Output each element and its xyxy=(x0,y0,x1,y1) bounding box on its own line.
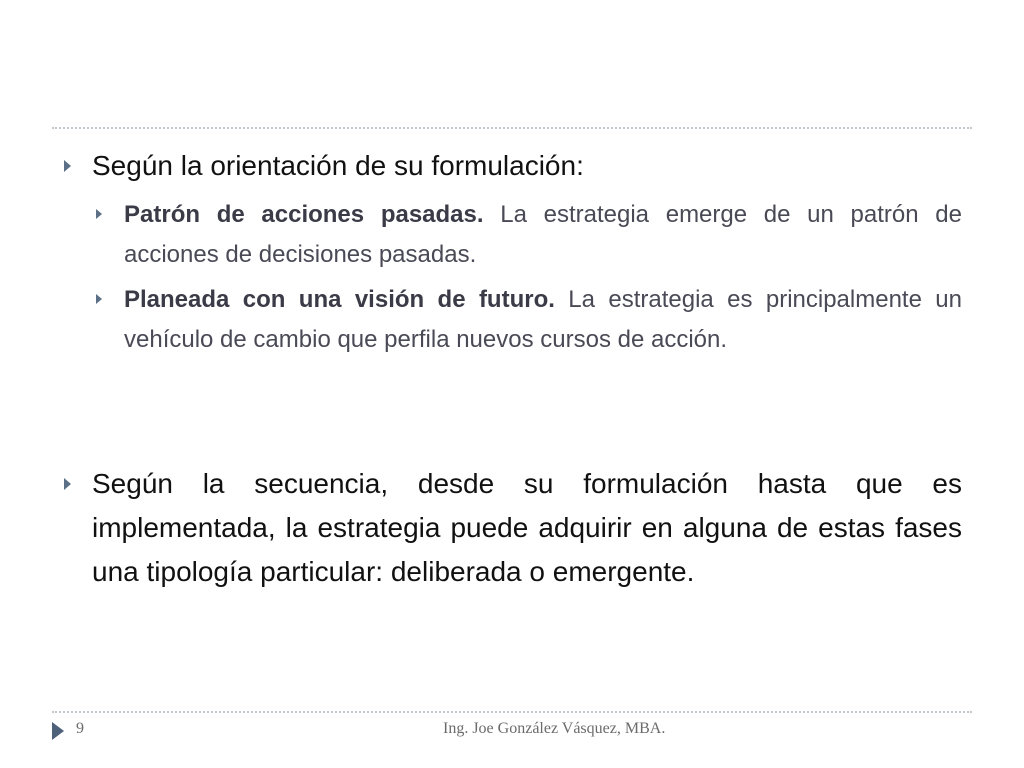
bullet-1-text: Según la orientación de su formulación: xyxy=(92,150,584,181)
bullet-arrow-icon xyxy=(64,478,71,490)
sub-bullet-arrow-icon xyxy=(96,294,102,304)
sub-bullet-arrow-icon xyxy=(96,209,102,219)
sub-bullet-2-text: La estrategia es principalmente un vehículo de cambio que perfila nuevos cursos de acción. xyxy=(124,286,962,353)
top-divider xyxy=(52,127,972,129)
sub-bullet-1-text: La estrategia emerge de un patrón de acciones de decisiones pasadas. xyxy=(124,201,962,268)
page-number: 9 xyxy=(76,720,84,737)
bullet-arrow-icon xyxy=(64,160,71,172)
sub-bullet-1-title: Patrón de acciones pasadas. xyxy=(124,201,484,228)
bullet-2-text: Según la secuencia, desde su formulación hasta que es implementada, la estrategia puede adquirir en alguna de estas fases una tipología particular: deliberada o emergente. xyxy=(92,468,962,587)
bottom-divider xyxy=(52,711,972,713)
sub-bullet-2 xyxy=(124,280,962,360)
footer-arrow-icon xyxy=(52,722,64,740)
sub-bullet-1 xyxy=(124,195,962,275)
sub-bullet-2-title: Planeada con una visión de futuro. xyxy=(124,286,555,313)
footer-author: Ing. Joe González Vásquez, MBA. xyxy=(443,720,666,737)
